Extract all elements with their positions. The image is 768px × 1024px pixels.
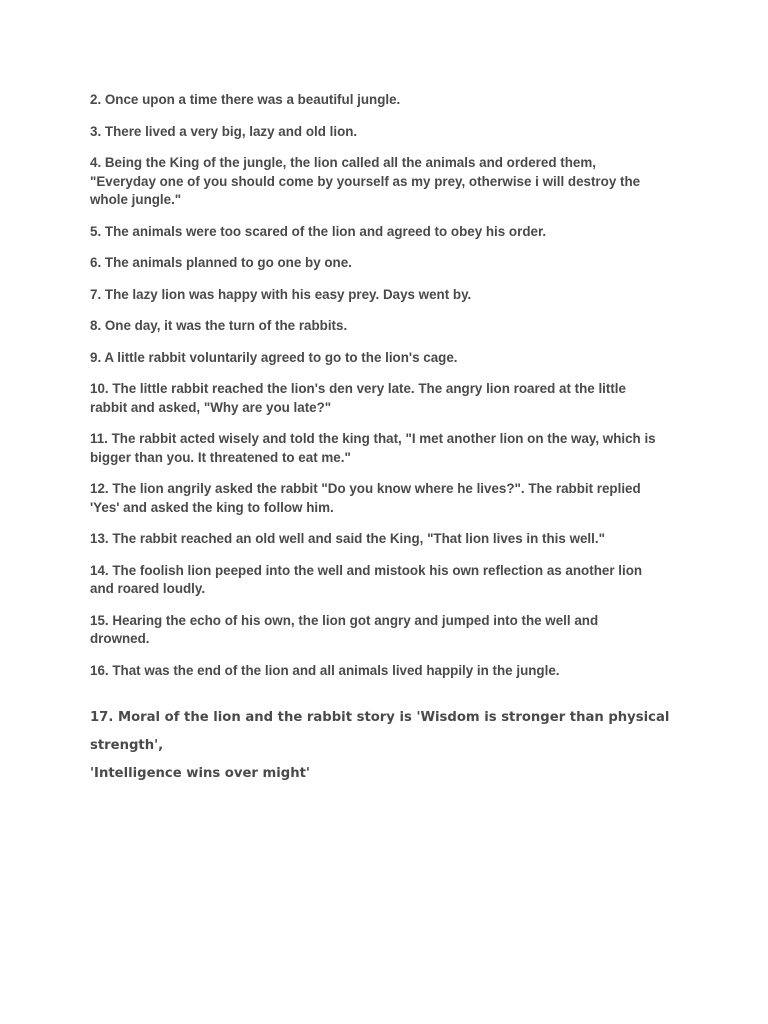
paragraph-line: 7. The lazy lion was happy with his easy prey. Days went by. bbox=[90, 286, 472, 302]
moral-line: 'Intelligence wins over might' bbox=[90, 766, 310, 781]
story-paragraph-10 bbox=[90, 380, 690, 417]
paragraph-line: 9. A little rabbit voluntarily agreed to go to the lion's cage. bbox=[90, 349, 458, 365]
story-paragraph-4 bbox=[90, 154, 690, 210]
paragraph-line: and roared loudly. bbox=[90, 581, 206, 596]
moral-line: strength', bbox=[90, 738, 164, 753]
story-paragraph-8 bbox=[90, 317, 690, 336]
paragraph-line: rabbit and asked, "Why are you late?" bbox=[90, 399, 332, 415]
paragraph-line: bigger than you. It threatened to eat me." bbox=[90, 449, 351, 465]
paragraph-line: 12. The lion angrily asked the rabbit "Do you know where he lives?". The rabbit replied bbox=[90, 481, 641, 496]
paragraph-line: 11. The rabbit acted wisely and told the king that, "I met another lion on the way, which is bbox=[90, 431, 656, 446]
paragraph-line: 6. The animals planned to go one by one. bbox=[90, 255, 352, 270]
story-paragraph-7 bbox=[90, 286, 690, 305]
story-paragraph-11 bbox=[90, 430, 690, 467]
story-paragraph-3 bbox=[90, 123, 690, 142]
paragraph-line: 'Yes' and asked the king to follow him. bbox=[90, 499, 334, 515]
paragraph-line: 10. The little rabbit reached the lion's den very late. The angry lion roared at the little bbox=[90, 381, 626, 396]
paragraph-line: 16. That was the end of the lion and all animals lived happily in the jungle. bbox=[90, 662, 560, 678]
moral-line: 17. Moral of the lion and the rabbit story is 'Wisdom is stronger than physical bbox=[90, 710, 670, 725]
story-paragraph-14 bbox=[90, 562, 690, 599]
paragraph-line: drowned. bbox=[90, 631, 150, 646]
paragraph-line: 14. The foolish lion peeped into the well and mistook his own reflection as another lion bbox=[90, 562, 643, 578]
story-paragraph-5 bbox=[90, 223, 690, 242]
paragraph-line: "Everyday one of you should come by yourself as my prey, otherwise i will destroy the bbox=[90, 173, 641, 189]
story-paragraph-9 bbox=[90, 349, 690, 368]
paragraph-line: 5. The animals were too scared of the lion and agreed to obey his order. bbox=[90, 223, 547, 239]
paragraph-line: 15. Hearing the echo of his own, the lion got angry and jumped into the well and bbox=[90, 612, 599, 628]
paragraph-line: 13. The rabbit reached an old well and said the King, "That lion lives in this well." bbox=[90, 531, 605, 546]
paragraph-line: 8. One day, it was the turn of the rabbits. bbox=[90, 318, 348, 333]
paragraph-line: whole jungle." bbox=[90, 192, 182, 207]
document-body bbox=[90, 91, 690, 788]
paragraph-line: 3. There lived a very big, lazy and old lion. bbox=[90, 123, 358, 139]
story-paragraph-16 bbox=[90, 662, 690, 681]
paragraph-line: 4. Being the King of the jungle, the lion called all the animals and ordered them, bbox=[90, 155, 596, 170]
story-paragraph-13 bbox=[90, 530, 690, 549]
story-paragraph-6 bbox=[90, 254, 690, 273]
story-paragraph-15 bbox=[90, 612, 690, 649]
moral-section bbox=[90, 704, 690, 788]
story-paragraph-12 bbox=[90, 480, 690, 517]
paragraph-line: 2. Once upon a time there was a beautiful jungle. bbox=[90, 92, 401, 107]
story-paragraph-2 bbox=[90, 91, 690, 110]
